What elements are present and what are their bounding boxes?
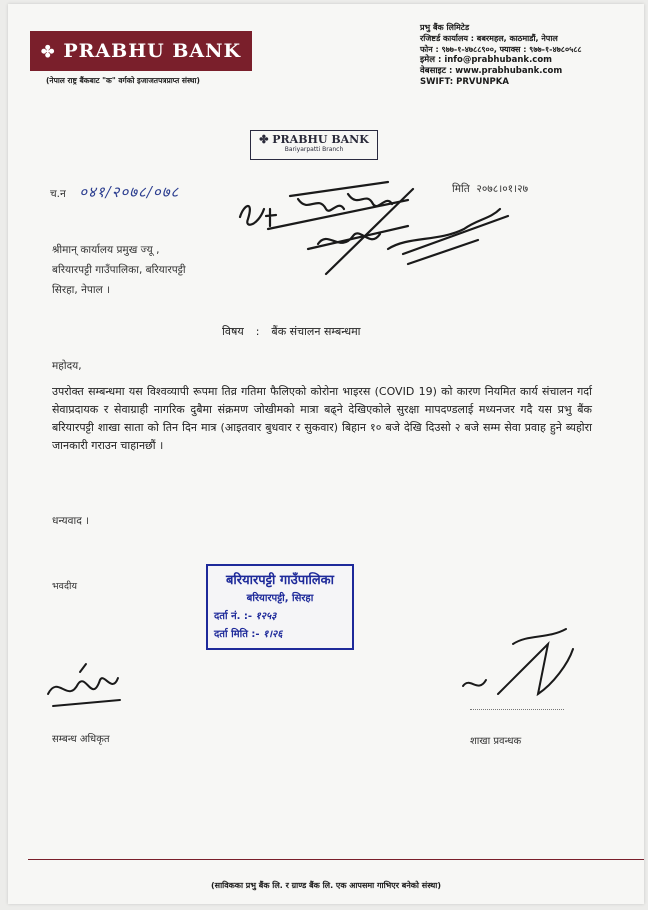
signature-dotted-line	[470, 709, 564, 710]
thanks-line: धन्यवाद ।	[52, 515, 90, 527]
right-signature	[463, 629, 573, 694]
recipient-line: श्रीमान् कार्यालय प्रमुख ज्यू ,	[52, 244, 160, 256]
subject-separator: :	[255, 325, 260, 338]
email: इमेल : info@prabhubank.com	[420, 55, 553, 65]
stamp-emblem-icon: ✤	[259, 133, 273, 146]
branch-stamp-branch: Bariyarpatti Branch	[284, 146, 344, 153]
registered-office: रजिष्टर्ड कार्यालय : बबरमहल, काठमाडौं, नेपाल	[420, 34, 558, 43]
office-stamp-date-label: दर्ता मिति :-	[214, 629, 260, 640]
signature-right-label: शाखा प्रवन्धक	[470, 736, 522, 747]
letterhead-contact	[420, 22, 582, 88]
website: वेबसाइट : www.prabhubank.com	[420, 66, 563, 76]
reference-label: च.न	[50, 188, 66, 200]
branch-stamp	[250, 130, 378, 160]
reference-number	[50, 182, 179, 202]
office-received-stamp	[206, 564, 354, 650]
phone-fax: फोन : ९७७-१-४७८८९००, फ्याक्स : ९७७-१-४७८०५८८	[420, 45, 582, 54]
recipient-line: बरियारपट्टी गाउँपालिका, बरियारपट्टी	[52, 264, 186, 276]
logo-text: PRABHU BANK	[63, 40, 242, 62]
salutation: महोदय,	[52, 360, 82, 372]
branch-stamp-bank: PRABHU BANK	[272, 133, 369, 146]
letter-body: उपरोक्त सम्बन्धमा यस विश्वव्यापी रूपमा तिव्र गतिमा फैलिएको कोरोना भाइरस (COVID 19) को कारण नियमित कार्य संचालन गर्दा सेवाप्रदायक र सेवाग्राही नागरिक दुबैमा संक्रमण जोखीमको मात्रा बढ्ने देखिएकोले सुरक्षा मापदण्डलाई मध्यनजर गदै यस प्रभु बैंक बरियारपट्टी शाखा साता को तिन दिन मात्र (आइतवार बुधवार र सुकवार) बिहान १० बजे देखि दिउसो २ बजे सम्म सेवा प्रवाह हुने ब्यहोरा जानकारी गराउन चाहानछौं ।	[52, 385, 592, 452]
left-signature	[48, 664, 120, 706]
letter-page	[8, 4, 644, 904]
office-stamp-date-value: १।२६	[263, 629, 283, 640]
closing-line: भवदीय	[52, 581, 77, 592]
date-label: मिति	[452, 183, 470, 195]
bank-emblem-icon: ✤	[40, 41, 56, 61]
letter-date	[452, 182, 528, 196]
office-stamp-reg-value: १२५३	[255, 611, 277, 622]
subject-label: विषय	[222, 325, 244, 338]
subject-line	[222, 324, 373, 339]
prabhu-bank-logo	[30, 31, 252, 71]
recipient-line: सिरहा, नेपाल ।	[52, 284, 111, 296]
office-stamp-reg	[214, 608, 352, 622]
recipient-address	[52, 240, 186, 300]
signature-left-label: सम्बन्ध अधिकृत	[52, 734, 110, 745]
footer-note: (साविकका प्रभु बैंक लि. र ग्राण्ड बैंक लि. एक आपसमा गाभिएर बनेको संस्था)	[211, 881, 441, 890]
office-stamp-reg-label: दर्ता नं. :-	[214, 611, 253, 622]
office-stamp-name: बरियारपट्टी गाउँपालिका	[225, 573, 335, 588]
company-name: प्रभु बैंक लिमिटेड	[420, 23, 470, 32]
footer-divider	[28, 859, 644, 860]
office-stamp-date	[214, 626, 352, 640]
subject-text: बैंक संचालन सम्बन्धमा	[271, 325, 361, 338]
reference-value: ०४१/२०७८/०७८	[79, 183, 180, 201]
swift-code: SWIFT: PRVUNPKA	[420, 77, 509, 87]
office-stamp-place: बरियारपट्टी, सिरहा	[246, 593, 314, 604]
date-value: २०७८।०१।२७	[476, 183, 529, 195]
logo-tagline: (नेपाल राष्ट्र बैंकबाट "क" वर्गको इजाजतपत्रप्राप्त संस्था)	[46, 76, 200, 85]
